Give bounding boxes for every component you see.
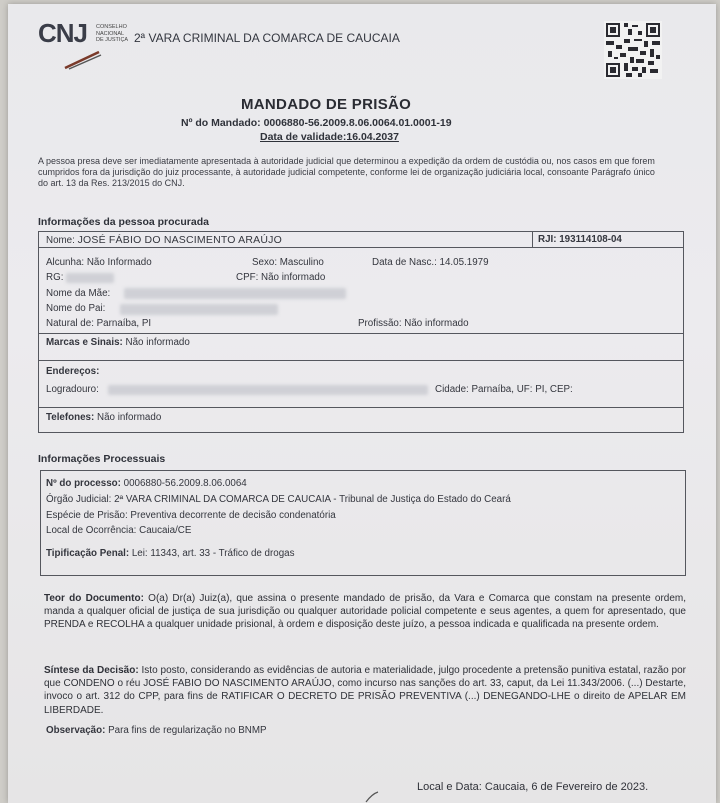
court-name: 2ª VARA CRIMINAL DA COMARCA DE CAUCAIA <box>134 31 400 45</box>
warrant-number: Nº do Mandado: 0006880-56.2009.8.06.0064.01.0001-19 <box>181 117 452 129</box>
content-label: Teor do Documento: <box>44 593 144 604</box>
redaction-blur <box>66 273 114 283</box>
observation-field <box>46 725 267 736</box>
penal-type-field <box>46 548 295 559</box>
cnj-logo: CNJ <box>38 18 88 48</box>
warrant-page <box>8 4 716 803</box>
person-section-title: Informações da pessoa procurada <box>38 216 209 228</box>
logo-stripes-icon <box>63 50 103 70</box>
decision-summary-paragraph <box>44 664 686 717</box>
signature-stroke <box>364 790 384 803</box>
redaction-blur <box>108 385 428 395</box>
intro-notice: A pessoa presa deve ser imediatamente apresentada à autoridade judicial que determinou a expedição da ordem de custódia ou, nos casos em que forem cumpridos fora da jurisdição do juiz processante, à autoridade judicial competente, conforme lei de organização judiciária local, consoante Parágrafo único do art. 13 da Res. 213/2015 do CNJ. <box>38 156 655 188</box>
redaction-blur <box>124 288 346 299</box>
logo-caption-line: NACIONAL <box>96 30 125 37</box>
logo-caption-line: DE JUSTIÇA <box>96 37 129 43</box>
marks-label: Marcas e Sinais: <box>46 337 123 348</box>
addresses-label: Endereços: <box>46 366 100 377</box>
redaction-blur <box>120 304 278 315</box>
marks-field <box>46 337 190 348</box>
alias-field: Alcunha: Não Informado <box>46 257 152 268</box>
name-row <box>46 234 282 246</box>
phones-field <box>46 412 161 423</box>
rg-field: RG: <box>46 272 64 283</box>
document-title: MANDADO DE PRISÃO <box>241 96 412 113</box>
occurrence-place-field: Local de Ocorrência: Caucaia/CE <box>46 525 192 536</box>
document-content-paragraph <box>44 592 686 632</box>
name-value: JOSÉ FÁBIO DO NASCIMENTO ARAÚJO <box>77 234 282 246</box>
content-text: O(a) Dr(a) Juiz(a), que assina o presente mandado de prisão, da Vara e Comarca que constam na presente ordem, manda a qualquer oficial de justiça de sua jurisdição ou qualquer autoridade policial competente e seus agentes, a quem for apresentado, que PRENDA e RECOLHA a qualquer unidade prisional, à ordem e disposição deste juízo, a pessoa indicada e qualificada na presente ordem. <box>44 593 687 631</box>
process-number-value: 0006880-56.2009.8.06.0064 <box>123 478 247 489</box>
logo-caption <box>96 24 128 44</box>
profession-field: Profissão: Não informado <box>358 318 469 329</box>
process-number-field <box>46 478 247 489</box>
birthdate-field: Data de Nasc.: 14.05.1979 <box>372 257 489 268</box>
arrest-type-field: Espécie de Prisão: Preventiva decorrente de decisão condenatória <box>46 510 336 521</box>
phones-label: Telefones: <box>46 412 95 423</box>
phones-value: Não informado <box>97 412 162 423</box>
street-label: Logradouro: <box>46 384 99 395</box>
cpf-field: CPF: Não informado <box>236 272 326 283</box>
logo-caption-line: CONSELHO <box>96 24 127 30</box>
summary-text: Isto posto, considerando as evidências de autoria e materialidade, julgo procedente a pretensão punitiva estatal, razão por que CONDENO o réu JOSÉ FABIO DO NASCIMENTO ARAÚJO, como incurso nas sanções do art. 33, caput, da Lei 11.343/2006. (...) Destarte, invoco o art. 312 do CPP, para fins de RATIFICAR O DECRETO DE PRISÃO PREVENTIVA (...) DENEGANDO-LHE o direito de APELAR EM LIBERDADE. <box>44 665 687 716</box>
process-number-label: Nº do processo: <box>46 478 121 489</box>
mother-name-field: Nome da Mãe: <box>46 288 111 299</box>
place-and-date: Local e Data: Caucaia, 6 de Fevereiro de 2023. <box>417 781 649 793</box>
father-name-field: Nome do Pai: <box>46 303 106 314</box>
birthplace-field: Natural de: Parnaíba, PI <box>46 318 152 329</box>
observation-text: Para fins de regularização no BNMP <box>108 725 267 736</box>
summary-label: Síntese da Decisão: <box>44 665 139 676</box>
city-field: Cidade: Parnaíba, UF: PI, CEP: <box>435 384 573 395</box>
marks-value: Não informado <box>125 337 190 348</box>
rji-value: RJI: 193114108-04 <box>538 234 622 245</box>
court-body-field: Órgão Judicial: 2ª VARA CRIMINAL DA COMARCA DE CAUCAIA - Tribunal de Justiça do Estado do Ceará <box>46 494 511 505</box>
sex-field: Sexo: Masculino <box>252 257 324 268</box>
observation-label: Observação: <box>46 725 106 736</box>
penal-type-value: Lei: 11343, art. 33 - Tráfico de drogas <box>131 548 295 559</box>
validity-date: Data de validade:16.04.2037 <box>260 131 399 143</box>
qr-code-icon <box>604 21 662 79</box>
penal-type-label: Tipificação Penal: <box>46 548 130 559</box>
name-label: Nome: <box>46 235 75 246</box>
process-section-title: Informações Processuais <box>38 453 166 465</box>
